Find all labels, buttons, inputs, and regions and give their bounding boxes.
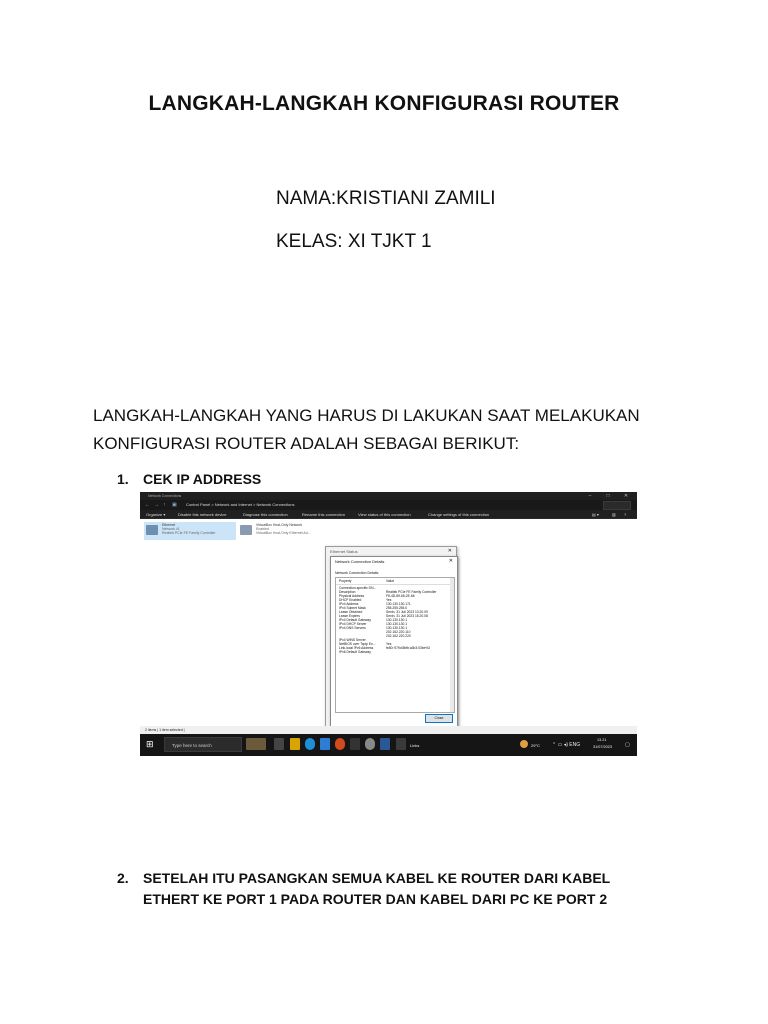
status-bar: [140, 726, 637, 734]
back-arrow-icon[interactable]: ←: [145, 502, 150, 508]
change-settings-button[interactable]: Change settings of this connection: [428, 512, 490, 517]
view-status-button[interactable]: View status of this connection: [358, 512, 411, 517]
view-options-icon[interactable]: ▤ ▾: [592, 512, 599, 517]
details-value: 130.130.130.1: [386, 626, 408, 630]
value-column-header: Value: [386, 579, 395, 583]
preview-pane-icon[interactable]: ▥: [612, 512, 616, 517]
close-icon[interactable]: ✕: [623, 493, 629, 499]
search-input[interactable]: [603, 501, 631, 510]
file-area: [140, 519, 637, 726]
details-dialog-title: Network Connection Details: [335, 559, 385, 564]
intro-line-1: LANGKAH-LANGKAH YANG HARUS DI LAKUKAN SAAT MELAKUKAN: [93, 406, 640, 425]
adapter-name: VirtualBox Host-Only Network: [256, 523, 303, 527]
details-value: Senin, 31 Juli 2023 15.20.08: [386, 614, 428, 618]
app-window-icon[interactable]: [396, 738, 406, 750]
details-property: IPv4 DHCP Server: [339, 622, 367, 626]
adapter-virtualbox[interactable]: [238, 522, 334, 540]
rename-button[interactable]: Rename this connection: [302, 512, 345, 517]
app-icon[interactable]: [350, 738, 360, 750]
adapter-device: VirtualBox Host-Only Ethernet Ad...: [256, 531, 311, 535]
details-row[interactable]: [336, 650, 454, 654]
network-connections-screenshot: [140, 492, 637, 756]
opera-icon[interactable]: [335, 738, 345, 750]
up-arrow-icon[interactable]: ↑: [163, 502, 166, 508]
details-value: Yes: [386, 598, 392, 602]
network-adapter-icon: [146, 525, 158, 535]
edge-icon[interactable]: [305, 738, 315, 750]
details-property: IPv6 Default Gateway: [339, 650, 371, 654]
command-bar: [140, 510, 637, 519]
details-property: IPv4 Subnet Mask: [339, 606, 366, 610]
details-property: IPv4 DNS Servers: [339, 626, 366, 630]
status-bar-text: 2 items | 1 item selected |: [145, 728, 185, 732]
details-property: IPv4 WINS Server: [339, 638, 366, 642]
store-icon[interactable]: [320, 738, 330, 750]
details-property: NetBIOS over Tcpip En...: [339, 642, 376, 646]
adapter-name: Ethernet: [162, 523, 176, 527]
adapter-device: Realtek PCIe FE Family Controller: [162, 531, 216, 535]
network-window-icon[interactable]: [380, 738, 390, 750]
document-title: LANGKAH-LANGKAH KONFIGURASI ROUTER: [148, 92, 620, 115]
adapter-status: Enabled: [256, 527, 269, 531]
step-2-number: 2.: [117, 870, 129, 886]
task-view-icon[interactable]: [274, 738, 284, 750]
details-value: F8-4D-89-65-2E-66: [386, 594, 415, 598]
intro-paragraph: [93, 402, 693, 458]
details-dialog-close-icon[interactable]: ✕: [448, 558, 453, 564]
adapter-status: Network 41: [162, 527, 180, 531]
step-2-line-2: ETHERT KE PORT 1 PADA ROUTER DAN KABEL DARI PC KE PORT 2: [143, 891, 608, 907]
details-table-header: [336, 578, 454, 585]
step-1-number: 1.: [117, 471, 129, 487]
window-titlebar: [140, 492, 637, 500]
control-panel-icon: ▣: [172, 502, 177, 508]
windows-start-icon[interactable]: ⊞: [146, 739, 154, 749]
taskbar-search-input[interactable]: Type here to search: [164, 737, 242, 752]
taskbar-app-label[interactable]: Links: [410, 743, 420, 748]
window-title: Network Connections: [148, 494, 182, 498]
details-property: IPv4 Address: [339, 602, 359, 606]
student-name: NAMA:KRISTIANI ZAMILI: [276, 188, 496, 209]
details-property: Physical Address: [339, 594, 365, 598]
notification-icon[interactable]: ▢: [625, 742, 630, 748]
details-value: 130.130.130.1: [386, 618, 408, 622]
details-value: 202.162.220.220: [386, 634, 411, 638]
forward-arrow-icon[interactable]: →: [154, 502, 159, 508]
details-value: 255.255.255.0: [386, 606, 408, 610]
details-value: Realtek PCIe FE Family Controller: [386, 590, 437, 594]
details-property: Lease Obtained: [339, 610, 363, 614]
settings-icon[interactable]: [365, 738, 375, 750]
details-dialog: [330, 556, 458, 728]
help-icon[interactable]: ?: [624, 512, 627, 517]
file-explorer-icon[interactable]: [290, 738, 300, 750]
breadcrumb[interactable]: Control Panel > Network and Internet > Network Connections: [186, 502, 295, 507]
tray-icons[interactable]: ⌃ ▭ ◂) ENG: [552, 742, 581, 748]
step-1: [117, 471, 261, 487]
details-table[interactable]: [335, 577, 455, 713]
temperature: 29°C: [531, 743, 540, 748]
disable-device-button[interactable]: Disable this network device: [178, 512, 227, 517]
maximize-icon[interactable]: □: [606, 493, 610, 499]
weather-icon[interactable]: [520, 740, 528, 748]
details-property: DHCP Enabled: [339, 598, 362, 602]
diagnose-button[interactable]: Diagnose this connection: [243, 512, 288, 517]
details-property: Link-local IPv6 Address: [339, 646, 374, 650]
details-value: 130.130.130.171: [386, 602, 411, 606]
taskbar: [140, 734, 637, 756]
details-value: 202.162.220.110: [386, 630, 411, 634]
step-2: [117, 870, 610, 907]
details-scrollbar[interactable]: [450, 578, 454, 712]
status-dialog-close-icon[interactable]: ✕: [447, 548, 452, 554]
close-button[interactable]: Close: [425, 714, 453, 723]
organize-button[interactable]: Organize ▾: [146, 512, 166, 517]
minimize-icon[interactable]: –: [588, 493, 592, 499]
intro-line-2: KONFIGURASI ROUTER ADALAH SEBAGAI BERIKUT:: [93, 434, 520, 453]
details-value: Yes: [386, 642, 392, 646]
step-2-line-1: SETELAH ITU PASANGKAN SEMUA KABEL KE ROUTER DARI KABEL: [143, 870, 611, 886]
details-property: Connection-specific DN...: [339, 586, 377, 590]
details-value: fe80::979d:8bfb:a3b3:03be%2: [386, 646, 431, 650]
student-class: KELAS: XI TJKT 1: [276, 231, 432, 252]
step-1-text: CEK IP ADDRESS: [143, 471, 262, 487]
details-property: Lease Expires: [339, 614, 360, 618]
details-property: IPv4 Default Gateway: [339, 618, 371, 622]
news-widget-icon[interactable]: [246, 738, 266, 750]
details-label: Network Connection Details:: [335, 571, 380, 575]
details-value: Senin, 31 Juli 2023 13.20.09: [386, 610, 428, 614]
adapter-ethernet[interactable]: [144, 522, 236, 540]
clock-time[interactable]: 13.21: [597, 738, 607, 742]
details-property: Description: [339, 590, 356, 594]
status-dialog-title: Ethernet Status: [330, 549, 358, 554]
clock-date[interactable]: 31/07/2023: [593, 745, 613, 749]
network-adapter-icon: [240, 525, 252, 535]
property-column-header: Property: [339, 579, 352, 583]
details-value: 130.130.130.1: [386, 622, 408, 626]
